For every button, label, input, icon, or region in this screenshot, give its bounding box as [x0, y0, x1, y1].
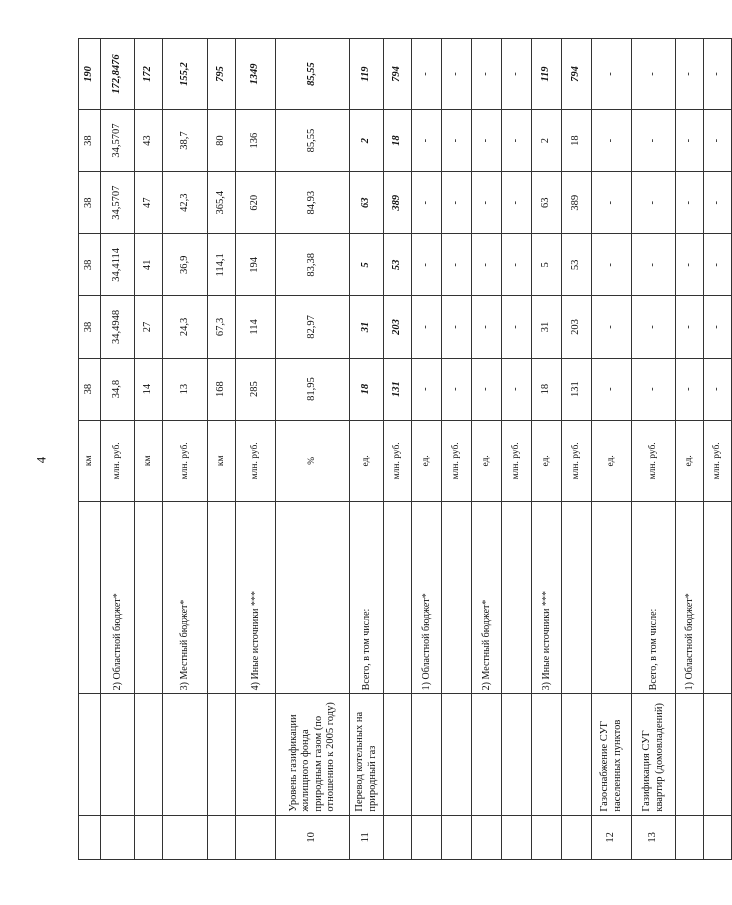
indicator-sub-name: Всего, в том числе: [350, 502, 384, 694]
indicator-name [502, 694, 532, 815]
value-cell: - [632, 234, 676, 296]
indicator-sub-name [208, 502, 236, 694]
value-cell: 114 [236, 296, 276, 358]
value-cell: - [502, 234, 532, 296]
indicator-name [412, 694, 442, 815]
row-number [532, 815, 562, 859]
value-cell: - [592, 172, 632, 234]
indicator-name [676, 694, 704, 815]
table-row [502, 39, 532, 860]
value-cell: 34,4948 [101, 296, 135, 358]
indicator-sub-name: 1) Областной бюджет* [676, 502, 704, 694]
value-cell: 34,4114 [101, 234, 135, 296]
table-row [704, 39, 732, 860]
unit-cell: млн. руб. [236, 420, 276, 501]
table-row [101, 39, 135, 860]
value-cell: 136 [236, 110, 276, 172]
table-row [472, 39, 502, 860]
unit-cell: млн. руб. [562, 420, 592, 501]
row-number: 10 [276, 815, 350, 859]
value-cell: - [676, 234, 704, 296]
value-cell: 38,7 [163, 110, 208, 172]
unit-cell: ед. [350, 420, 384, 501]
value-cell: 194 [236, 234, 276, 296]
value-cell: 18 [532, 358, 562, 420]
indicator-name [472, 694, 502, 815]
value-cell: 285 [236, 358, 276, 420]
total-value-cell: - [676, 39, 704, 110]
value-cell: 5 [350, 234, 384, 296]
row-number [442, 815, 472, 859]
indicator-sub-name [502, 502, 532, 694]
table-row [276, 39, 350, 860]
table-row [442, 39, 472, 860]
value-cell: 53 [384, 234, 412, 296]
table-row [562, 39, 592, 860]
value-cell: - [442, 296, 472, 358]
row-number [79, 815, 101, 859]
value-cell: - [472, 234, 502, 296]
unit-cell: % [276, 420, 350, 501]
total-value-cell: 794 [384, 39, 412, 110]
row-number: 13 [632, 815, 676, 859]
indicator-name [704, 694, 732, 815]
value-cell: - [592, 110, 632, 172]
value-cell: - [442, 358, 472, 420]
row-number: 12 [592, 815, 632, 859]
indicator-name [384, 694, 412, 815]
value-cell: - [632, 296, 676, 358]
value-cell: - [502, 358, 532, 420]
table-row [632, 39, 676, 860]
total-value-cell: - [442, 39, 472, 110]
value-cell: - [412, 296, 442, 358]
table-body [79, 39, 732, 860]
value-cell: - [412, 358, 442, 420]
indicator-sub-name: 3) Иные источники *** [532, 502, 562, 694]
indicator-sub-name [79, 502, 101, 694]
row-number [472, 815, 502, 859]
indicator-name [532, 694, 562, 815]
value-cell: - [704, 110, 732, 172]
value-cell: 389 [562, 172, 592, 234]
value-cell: 2 [350, 110, 384, 172]
unit-cell: млн. руб. [384, 420, 412, 501]
table-row [384, 39, 412, 860]
value-cell: 168 [208, 358, 236, 420]
indicator-name: Газификация СУГ квартир (домовладений) [632, 694, 676, 815]
total-value-cell: - [502, 39, 532, 110]
value-cell: 63 [532, 172, 562, 234]
value-cell: 114,1 [208, 234, 236, 296]
value-cell: 38 [79, 110, 101, 172]
value-cell: 31 [532, 296, 562, 358]
value-cell: 131 [562, 358, 592, 420]
unit-cell: млн. руб. [632, 420, 676, 501]
total-value-cell: 172,8476 [101, 39, 135, 110]
total-value-cell: 190 [79, 39, 101, 110]
total-value-cell: - [592, 39, 632, 110]
value-cell: - [704, 296, 732, 358]
value-cell: - [472, 296, 502, 358]
indicator-name: Уровень газификации жилищного фонда природным газом (по отношению к 2005 году) [276, 694, 350, 815]
value-cell: - [632, 172, 676, 234]
value-cell: 389 [384, 172, 412, 234]
value-cell: - [704, 234, 732, 296]
row-number [412, 815, 442, 859]
row-number [101, 815, 135, 859]
unit-cell: ед. [472, 420, 502, 501]
indicator-sub-name: 1) Областной бюджет* [412, 502, 442, 694]
value-cell: - [442, 234, 472, 296]
indicator-sub-name: Всего, в том числе: [632, 502, 676, 694]
value-cell: - [442, 172, 472, 234]
unit-cell: ед. [592, 420, 632, 501]
table-row [350, 39, 384, 860]
unit-cell: ед. [412, 420, 442, 501]
value-cell: 27 [135, 296, 163, 358]
indicator-name [236, 694, 276, 815]
value-cell: 47 [135, 172, 163, 234]
value-cell: 38 [79, 234, 101, 296]
value-cell: 31 [350, 296, 384, 358]
value-cell: 365,4 [208, 172, 236, 234]
value-cell: 84,93 [276, 172, 350, 234]
value-cell: 18 [384, 110, 412, 172]
table-row [208, 39, 236, 860]
unit-cell: ед. [676, 420, 704, 501]
total-value-cell: - [704, 39, 732, 110]
table-row [676, 39, 704, 860]
value-cell: 24,3 [163, 296, 208, 358]
value-cell: - [632, 358, 676, 420]
page-number: 4 [33, 456, 49, 464]
value-cell: 5 [532, 234, 562, 296]
table-row [163, 39, 208, 860]
value-cell: 34,5707 [101, 172, 135, 234]
value-cell: 38 [79, 172, 101, 234]
value-cell: - [676, 110, 704, 172]
value-cell: 18 [562, 110, 592, 172]
total-value-cell: - [632, 39, 676, 110]
table-row [236, 39, 276, 860]
indicator-sub-name [704, 502, 732, 694]
total-value-cell: - [472, 39, 502, 110]
value-cell: 620 [236, 172, 276, 234]
indicators-table [78, 38, 732, 860]
unit-cell: км [135, 420, 163, 501]
table-row [412, 39, 442, 860]
indicator-sub-name [592, 502, 632, 694]
indicator-sub-name [135, 502, 163, 694]
value-cell: 82,97 [276, 296, 350, 358]
value-cell: - [472, 358, 502, 420]
total-value-cell: 1349 [236, 39, 276, 110]
indicator-sub-name [276, 502, 350, 694]
total-value-cell: 119 [532, 39, 562, 110]
value-cell: - [412, 110, 442, 172]
total-value-cell: 85,55 [276, 39, 350, 110]
value-cell: - [502, 296, 532, 358]
value-cell: 14 [135, 358, 163, 420]
indicator-name [163, 694, 208, 815]
value-cell: - [472, 110, 502, 172]
indicator-name [208, 694, 236, 815]
value-cell: 42,3 [163, 172, 208, 234]
indicator-sub-name: 2) Областной бюджет* [101, 502, 135, 694]
row-number [704, 815, 732, 859]
value-cell: 18 [350, 358, 384, 420]
row-number [676, 815, 704, 859]
table-row [79, 39, 101, 860]
value-cell: 63 [350, 172, 384, 234]
row-number [502, 815, 532, 859]
indicator-sub-name [384, 502, 412, 694]
table-container [78, 38, 723, 860]
indicator-sub-name [442, 502, 472, 694]
unit-cell: км [79, 420, 101, 501]
total-value-cell: 795 [208, 39, 236, 110]
indicator-sub-name: 4) Иные источники *** [236, 502, 276, 694]
value-cell: - [592, 358, 632, 420]
row-number [384, 815, 412, 859]
unit-cell: ед. [532, 420, 562, 501]
indicator-name: Перевод котельных на природный газ [350, 694, 384, 815]
value-cell: 203 [384, 296, 412, 358]
value-cell: 36,9 [163, 234, 208, 296]
value-cell: - [412, 172, 442, 234]
total-value-cell: 794 [562, 39, 592, 110]
indicator-name: Газоснабжение СУГ населенных пунктов [592, 694, 632, 815]
row-number [236, 815, 276, 859]
value-cell: 203 [562, 296, 592, 358]
table-row [135, 39, 163, 860]
value-cell: 41 [135, 234, 163, 296]
indicator-name [442, 694, 472, 815]
unit-cell: млн. руб. [101, 420, 135, 501]
indicator-name [135, 694, 163, 815]
value-cell: - [502, 172, 532, 234]
row-number [208, 815, 236, 859]
value-cell: 38 [79, 358, 101, 420]
value-cell: - [704, 172, 732, 234]
unit-cell: млн. руб. [502, 420, 532, 501]
table-row [532, 39, 562, 860]
value-cell: - [704, 358, 732, 420]
unit-cell: млн. руб. [704, 420, 732, 501]
value-cell: - [472, 172, 502, 234]
row-number [163, 815, 208, 859]
value-cell: - [592, 296, 632, 358]
table-row [592, 39, 632, 860]
indicator-sub-name: 2) Местный бюджет* [472, 502, 502, 694]
value-cell: - [502, 110, 532, 172]
value-cell: - [412, 234, 442, 296]
value-cell: - [676, 358, 704, 420]
row-number [562, 815, 592, 859]
unit-cell: млн. руб. [442, 420, 472, 501]
row-number: 11 [350, 815, 384, 859]
value-cell: - [592, 234, 632, 296]
value-cell: 131 [384, 358, 412, 420]
value-cell: 2 [532, 110, 562, 172]
unit-cell: млн. руб. [163, 420, 208, 501]
value-cell: 81,95 [276, 358, 350, 420]
value-cell: 83,38 [276, 234, 350, 296]
total-value-cell: - [412, 39, 442, 110]
indicator-name [79, 694, 101, 815]
value-cell: 43 [135, 110, 163, 172]
value-cell: - [442, 110, 472, 172]
row-number [135, 815, 163, 859]
total-value-cell: 172 [135, 39, 163, 110]
value-cell: - [676, 296, 704, 358]
indicator-name [562, 694, 592, 815]
indicator-name [101, 694, 135, 815]
indicator-sub-name: 3) Местный бюджет* [163, 502, 208, 694]
value-cell: 34,5707 [101, 110, 135, 172]
value-cell: 38 [79, 296, 101, 358]
value-cell: 13 [163, 358, 208, 420]
value-cell: - [676, 172, 704, 234]
value-cell: 80 [208, 110, 236, 172]
unit-cell: км [208, 420, 236, 501]
indicator-sub-name [562, 502, 592, 694]
value-cell: 85,55 [276, 110, 350, 172]
total-value-cell: 119 [350, 39, 384, 110]
value-cell: 53 [562, 234, 592, 296]
value-cell: 34,8 [101, 358, 135, 420]
value-cell: - [632, 110, 676, 172]
total-value-cell: 155,2 [163, 39, 208, 110]
value-cell: 67,3 [208, 296, 236, 358]
